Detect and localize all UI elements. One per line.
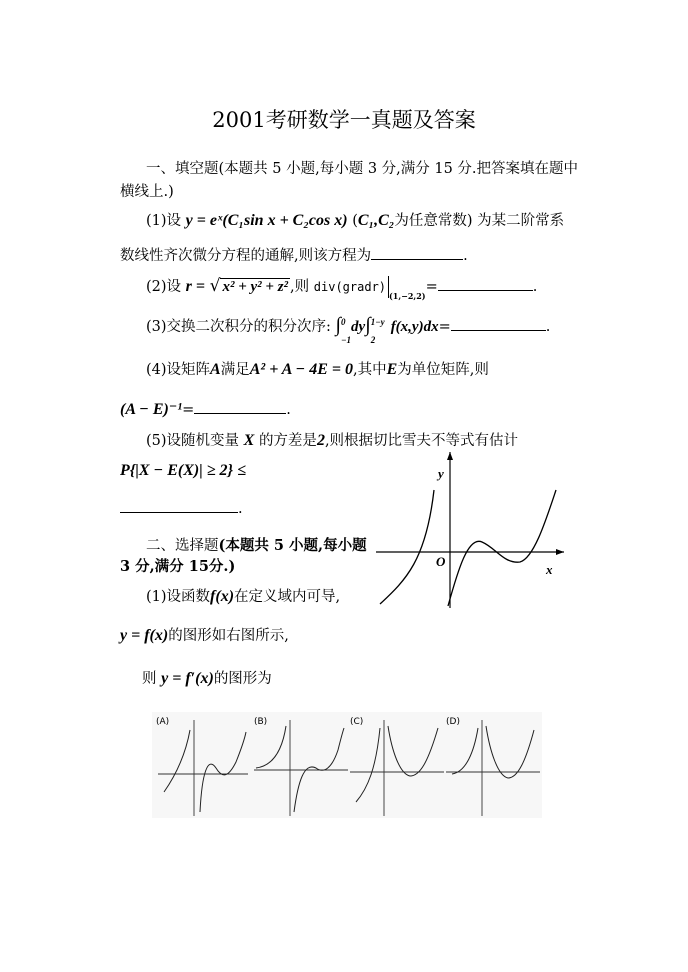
s2q1-line1 <box>146 588 340 606</box>
section2-heading <box>146 537 367 555</box>
q1-expr: y = eˣ(C₁sin x + C₂cos x) <box>185 212 348 229</box>
q5-inequality: P{|X − E(X)| ≥ 2} ≤ <box>120 462 246 479</box>
q2-operator: div(gradr) <box>313 280 387 294</box>
s2q1-line3 <box>142 670 272 688</box>
q5-tail: ,则根据切比雪夫不等式有估计 <box>324 433 519 449</box>
q4-line2 <box>120 399 291 419</box>
q1-answer-blank <box>371 245 463 260</box>
q5-line3 <box>120 498 243 518</box>
choice-D-label: (D) <box>446 717 460 727</box>
q5-end: . <box>238 501 243 517</box>
s2q1-line3-pre: 则 <box>142 671 157 687</box>
q1-end: . <box>463 248 468 264</box>
q3-line <box>146 314 551 345</box>
q2-var: r = <box>185 278 205 295</box>
q5-mid: 的方差是 <box>258 433 317 449</box>
q4-eq: = <box>182 402 195 418</box>
q4-mid: 满足 <box>220 362 250 378</box>
q3-integral <box>335 314 439 345</box>
q2-point: (1,−2,2) <box>389 291 426 301</box>
choices-background <box>152 712 542 818</box>
q3-answer-blank <box>451 316 546 331</box>
curve-right-branch <box>448 490 556 606</box>
integral-icon: ∫ <box>335 314 342 336</box>
q4-end: . <box>286 402 291 418</box>
x-axis-arrow-icon <box>556 549 564 555</box>
graph-x-label: x <box>546 562 553 577</box>
q3-int1-lower: −1 <box>341 334 351 345</box>
graph-origin-label: O <box>436 554 446 569</box>
q3-int2-upper: 1−y <box>370 316 385 327</box>
q4-E: E <box>386 361 398 378</box>
q3-end: . <box>545 319 551 335</box>
q4-tail: 为单位矩阵,则 <box>397 362 489 378</box>
section2-heading-part1: 二、选择题 <box>146 538 219 554</box>
q2-line <box>146 276 537 305</box>
q1-note: 为任意常数) <box>394 213 473 229</box>
q3-int1-upper: 0 <box>341 316 346 327</box>
choice-A-label: (A) <box>156 717 170 727</box>
q4-answer-blank <box>194 399 286 414</box>
section1-heading: 一、填空题(本题共 5 小题,每小题 3 分,满分 15 分.把答案填在题中 <box>146 161 579 177</box>
curve-left-branch <box>380 490 434 604</box>
section2-heading-bold: (本题共 5 小题,每小题 <box>218 537 367 554</box>
graph-y-label: y <box>438 466 444 481</box>
q1-num: (1)设 <box>146 213 182 229</box>
choices-panel <box>152 712 542 818</box>
s2q1-line2 <box>120 627 289 645</box>
q4-line1 <box>146 361 489 379</box>
choice-B-label: (B) <box>254 717 268 727</box>
integral-icon-2: ∫ <box>365 314 371 336</box>
choice-C-label: (C) <box>350 717 364 727</box>
q4-equation: A² + A − 4E = 0 <box>249 361 353 378</box>
q4-inverse: (A − E)⁻¹ <box>120 401 183 418</box>
q4-mid2: ,其中 <box>352 362 387 378</box>
q5-line2 <box>120 462 246 480</box>
q1-tail: 为某二阶常系 <box>477 213 565 229</box>
q4-num: (4)设矩阵 <box>146 362 211 378</box>
q3-int2-lower: 2 <box>370 334 376 345</box>
s2q1-part1-tail: 在定义域内可导, <box>234 589 341 605</box>
q4-A: A <box>210 361 221 378</box>
q3-text: (3)交换二次积分的积分次序: <box>146 319 331 335</box>
q5-num: (5)设随机变量 <box>146 433 240 449</box>
q2-end: . <box>532 279 538 295</box>
section1-heading-cont: 横线上.) <box>120 184 174 200</box>
q2-eq: = <box>425 279 438 295</box>
section2-heading-cont: 3 分,满分 15分.) <box>120 558 236 575</box>
q1-line2-text: 数线性齐次微分方程的通解,则该方程为 <box>120 248 372 264</box>
q2-num: (2)设 <box>146 279 182 295</box>
page-title: 2001考研数学一真题及答案 <box>212 108 476 132</box>
y-axis-arrow-icon <box>447 452 453 460</box>
q3-dy: dy <box>351 319 366 335</box>
q1-line1 <box>146 212 564 230</box>
s2q1-line2-tail: 的图形如右图所示, <box>168 628 289 644</box>
q3-eq: = <box>438 319 451 335</box>
q5-line1 <box>146 432 518 450</box>
s2q1-line2-expr: y = f(x) <box>120 627 169 644</box>
s2q1-fx: f(x) <box>210 588 235 605</box>
q5-X: X <box>243 432 255 449</box>
main-function-graph <box>376 450 566 610</box>
q2-answer-blank <box>438 276 533 291</box>
s2q1-line3-expr: y = f′(x) <box>161 670 214 687</box>
s2q1-line3-tail: 的图形为 <box>213 671 272 687</box>
q2-radicand: x² + y² + z² <box>222 279 289 295</box>
q1-consts: C₁,C₂ <box>357 212 395 229</box>
q2-mid: ,则 <box>290 279 310 295</box>
q1-line2 <box>120 245 468 265</box>
q1-paren: ( <box>352 213 358 229</box>
q5-val: 2 <box>316 432 325 449</box>
q5-answer-blank <box>120 498 238 513</box>
s2q1-part1: (1)设函数 <box>146 589 211 605</box>
sqrt-icon: √ <box>209 276 221 296</box>
q3-integrand: f(x,y)dx <box>390 319 439 335</box>
